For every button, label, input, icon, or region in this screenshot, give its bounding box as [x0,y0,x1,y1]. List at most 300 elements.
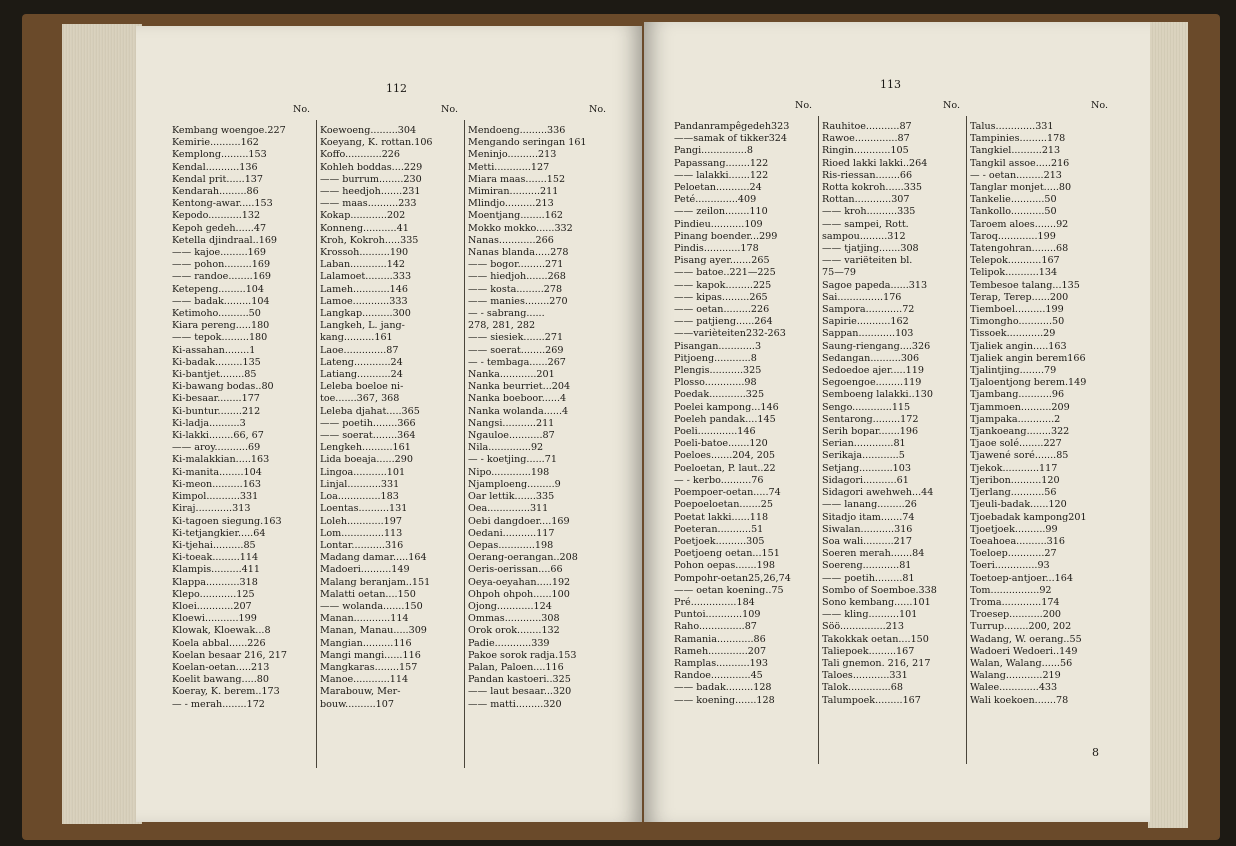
index-entry: Njamploeng.........9 [468,478,561,490]
column-divider [818,116,819,764]
index-entry: Ki-malakkian.....163 [172,454,270,466]
index-entry: Wadang, W. oerang..55 [970,633,1082,645]
index-entry: Sentarong.........172 [822,413,919,425]
index-entry: —— laut besaar...320 [468,686,572,698]
index-entry: Oerang-oerangan..208 [468,552,578,564]
index-entry: —— siesiek.......271 [468,332,564,344]
index-entry: —— badak.........128 [674,682,772,694]
index-entry: bouw..........107 [320,698,394,710]
index-entry: Sidagori...........61 [822,474,909,486]
page-block-left [62,24,142,824]
index-entry: Sagoe papeda......313 [822,279,928,291]
index-entry: Tjeuli-badak......120 [970,499,1067,511]
index-entry: Peloetan...........24 [674,182,762,194]
index-entry: — - koetjing......71 [468,454,557,466]
signature-mark: 8 [1092,746,1099,759]
page-block-right [1148,22,1188,828]
index-entry: Pangi...............8 [674,145,753,157]
index-entry: —— soerat........364 [320,430,416,442]
index-entry: Langkeh, L. jang- [320,320,405,332]
index-entry: kang..........161 [320,332,393,344]
index-entry: Nanka............201 [468,369,555,381]
index-entry: Tjambang...........96 [970,389,1065,401]
index-column [970,100,1108,707]
index-entry: —— wolanda.......150 [320,600,423,612]
column-header: No. [292,104,310,115]
index-entry: Tjawené soré.......85 [970,450,1069,462]
index-entry: —— kling..........101 [822,609,918,621]
index-entry: Rauhitoe...........87 [822,121,912,132]
index-entry: Tom................92 [970,584,1052,596]
index-entry: Nanka wolanda......4 [468,405,569,417]
index-entry: Rotta kokroh......335 [822,182,923,194]
index-entry: Padie............339 [468,637,550,649]
index-entry: Serikaja............5 [822,450,905,462]
index-entry: Koffo............226 [320,149,401,161]
index-entry: Mimiran..........211 [468,186,559,198]
index-entry: 75—79 [822,267,857,279]
index-entry: Sai...............176 [822,291,902,303]
index-entry: Manan............114 [320,613,409,625]
index-entry: Ki-tjehai..........85 [172,539,256,551]
index-entry: Siwalan...........316 [822,523,913,535]
index-entry: Segoengoe.........119 [822,377,922,389]
index-entry: Troma.............174 [970,596,1060,608]
index-entry: Krossoh..........190 [320,247,409,259]
index-entry: Linjal...........331 [320,478,400,490]
index-entry: Poeteran...........51 [674,523,764,535]
index-entry: —— hiedjoh.......268 [468,271,566,283]
column-divider [966,116,967,764]
index-entry: Ris-riessan........66 [822,169,913,181]
index-entry: Kiara pereng.....180 [172,320,270,332]
index-entry: Takokkak oetan....150 [822,633,929,645]
index-entry: ——varièteiten232-263 [674,328,786,340]
index-entry: Sengo.............115 [822,401,911,413]
index-entry: Nipo.............198 [468,466,550,478]
index-entry: Mangi mangi......116 [320,649,421,661]
index-entry: Pitjoeng............8 [674,352,757,364]
index-entry: Poeli.............146 [674,426,756,438]
index-entry: Miara maas.......152 [468,173,566,185]
index-entry: Serian.............81 [822,438,906,450]
index-column [674,100,812,707]
index-entry: Koeyang, K. rottan.106 [320,137,433,149]
index-entry: —— sampei, Rott. [822,218,909,230]
index-entry: Lamoe............333 [320,295,408,307]
index-entry: —— tjatjing.......308 [822,243,919,255]
index-entry: Ki-bantjet........85 [172,369,257,381]
index-entry: sampou.........312 [822,230,906,242]
index-entry: Tjekok............117 [970,462,1058,474]
index-entry: —— burrum........230 [320,173,422,185]
index-entry: Tankelie...........50 [970,194,1057,206]
index-entry: Ki-assahan........1 [172,344,256,356]
index-entry: Ramania............86 [674,633,766,645]
index-entry: Tjaloentjong berem.149 [970,377,1087,389]
index-entry: —— soerat........269 [468,344,564,356]
index-entry: Rottan............307 [822,194,910,206]
index-entry: Poetjoek..........305 [674,535,765,547]
index-entry: —— heedjoh.......231 [320,186,421,198]
index-entry: Talus.............331 [970,121,1054,132]
index-entry: Taroem aloes.......92 [970,218,1069,230]
index-entry: Pakoe sorok radja.153 [468,649,577,661]
index-entry: Semboeng lalakki..130 [822,389,933,401]
index-entry: Wali koekoen.......78 [970,694,1069,706]
index-entry: Kendal prit......137 [172,173,264,185]
index-entry: Walee.............433 [970,682,1058,694]
index-entry: Marabouw, Mer- [320,686,401,698]
index-entry: Kiraj............313 [172,503,251,515]
index-entry: Ki-meon..........163 [172,478,262,490]
index-entry: Tjalintjing........79 [970,365,1057,377]
index-entry: Toetoep-antjoer...164 [970,572,1073,584]
index-entry: Kloei............207 [172,600,252,612]
index-entry: Pisang ayer.......265 [674,255,770,267]
index-entry: Ki-tagoen siegung.163 [172,515,282,527]
index-entry: —— poetih.........81 [822,572,915,584]
column-divider [316,120,317,768]
index-entry: Latiang...........24 [320,369,403,381]
index-entry: Taroq.............199 [970,230,1056,242]
index-entry: Poeleh pandak....145 [674,413,776,425]
index-entry: Lengkeh..........161 [320,442,411,454]
index-entry: Poeloetan, P. laut..22 [674,462,776,474]
index-entry: ——samak of tikker324 [674,133,788,145]
index-column [172,104,310,711]
index-entry: Klampis..........411 [172,564,260,576]
index-entry: Poedak............325 [674,389,765,401]
index-entry: Koelan-oetan.....213 [172,661,270,673]
index-entry: —— tepok.........180 [172,332,268,344]
index-entry: Ki-tetjangkier.....64 [172,527,266,539]
index-entry: Koelit bawang.....80 [172,674,269,686]
index-entry: —— poetih........366 [320,417,416,429]
index-entry: Sapirie...........162 [822,316,909,328]
index-entry: —— patjieng......264 [674,316,773,328]
index-entry: Tankollo...........50 [970,206,1057,218]
index-entry: Lontar...........316 [320,539,404,551]
index-entry: Nangsi...........211 [468,417,555,429]
index-entry: Ki-badak.........135 [172,356,261,368]
index-entry: —— manies........270 [468,295,568,307]
index-entry: Klepo............125 [172,588,255,600]
index-entry: Tatengohran........68 [970,243,1069,255]
index-entry: Manan, Manau.....309 [320,625,427,637]
index-entry: —— lalakki.......122 [674,169,769,181]
index-entry: Lalamoet.........333 [320,271,412,283]
index-entry: —— pohon.........169 [172,259,271,271]
index-entry: Peté..............409 [674,194,757,206]
index-entry: 278, 281, 282 [468,320,536,332]
index-entry: Saung-riengang....326 [822,340,931,352]
index-entry: Talok..............68 [822,682,903,694]
index-entry: Kroh, Kokroh.....335 [320,234,419,246]
index-entry: Pindis............178 [674,243,759,255]
index-entry: Kohleh boddas....229 [320,161,423,173]
index-entry: Sedoedoe ajer.....119 [822,365,924,377]
index-entry: Klappa...........318 [172,576,258,588]
index-entry: Kemplong.........153 [172,149,267,161]
index-entry: —— koening.......128 [674,694,775,706]
index-entry: Kimpol...........331 [172,491,259,503]
index-entry: Lida boeaja......290 [320,454,413,466]
index-entry: Lameh............146 [320,283,408,295]
index-entry: Plengis...........325 [674,365,762,377]
index-entry: Tjeribon..........120 [970,474,1060,486]
index-entry: Ki-besaar........177 [172,393,260,405]
index-entry: —— badak.........104 [172,295,270,307]
index-entry: Koewoeng.........304 [320,125,417,136]
index-entry: Tangkil assoe.....216 [970,157,1070,169]
index-entry: — - merah........172 [172,698,265,710]
index-entry: —— matti.........320 [468,698,562,710]
index-entry: Pohon oepas.......198 [674,560,775,572]
index-entry: —— batoe..221—225 [674,267,776,279]
index-entry: Soeren merah.......84 [822,548,925,560]
index-entry: toe.......367, 368 [320,393,400,405]
index-entry: —— kajoe.........169 [172,247,266,259]
index-entry: Poeloes.......204, 205 [674,450,776,462]
index-entry: Nanka beurriet...204 [468,381,571,393]
index-entry: Moentjang........162 [468,210,564,222]
index-entry: Mendoeng.........336 [468,125,566,136]
right-page [644,22,1150,822]
index-entry: Kembang woengoe.227 [172,125,286,136]
index-entry: Nila..............92 [468,442,544,454]
index-entry: Manoe............114 [320,674,409,686]
index-entry: Leleba djahat.....365 [320,405,420,417]
index-entry: Timongho...........50 [970,316,1065,328]
index-entry: Walan, Walang......56 [970,657,1073,669]
index-entry: Ketella djindraal..169 [172,234,278,246]
index-entry: Ketepeng.........104 [172,283,265,295]
index-entry: Laoe..............87 [320,344,399,356]
column-header: No. [794,100,812,111]
index-entry: Raho...............87 [674,621,757,633]
index-entry: Toeahoea..........316 [970,535,1065,547]
column-header: No. [588,104,606,115]
index-entry: Nanas blanda.....278 [468,247,569,259]
index-entry: Konneng...........41 [320,222,409,234]
index-entry: Tali gnemon. 216, 217 [822,657,931,669]
index-column [320,104,458,711]
index-entry: Söö...............213 [822,621,905,633]
index-entry: Kokap............202 [320,210,406,222]
index-entry: Kepoh gedeh......47 [172,222,267,234]
index-entry: Sampora............72 [822,304,915,316]
column-header: No. [942,100,960,111]
index-entry: Rioed lakki lakki..264 [822,157,928,169]
index-entry: Poelei kampong...146 [674,401,779,413]
index-entry: Leleba boeloe ni- [320,381,404,393]
index-entry: Soereng............81 [822,560,912,572]
index-entry: —— bogor.........271 [468,259,564,271]
index-entry: — - kerbo..........76 [674,474,764,486]
index-entry: Talumpoek.........167 [822,694,921,706]
index-entry: Mengando seringan 161 [468,137,587,149]
index-entry: Mangian..........116 [320,637,412,649]
index-entry: Poeli-batoe.......120 [674,438,768,450]
index-entry: Terap, Terep......200 [970,291,1069,303]
index-entry: Pompohr-oetan25,26,74 [674,572,791,584]
index-entry: Kentong-awar.....153 [172,198,273,210]
index-entry: Tanglar monjet.....80 [970,182,1072,194]
index-entry: Plosso.............98 [674,377,757,389]
index-entry: —— kroh..........335 [822,206,916,218]
index-entry: Sombo of Soemboe.338 [822,584,937,596]
index-entry: Soa wali..........217 [822,535,912,547]
index-entry: Telepok...........167 [970,255,1060,267]
index-entry: Kendal...........136 [172,161,258,173]
index-entry: Tjammoen..........209 [970,401,1070,413]
index-entry: —— oetan koening..75 [674,584,784,596]
index-entry: —— variëteiten bl. [822,255,913,267]
index-entry: Klowak, Kloewak...8 [172,625,271,637]
index-entry: —— kipas.........265 [674,291,768,303]
index-entry: Toeloep............27 [970,548,1057,560]
index-entry: Oeya-oeyahan.....192 [468,576,571,588]
index-entry: Nanas............266 [468,234,554,246]
index-entry: Kemirie..........162 [172,137,259,149]
index-entry: Tiemboel..........199 [970,304,1064,316]
index-entry: Orok orok........132 [468,625,560,637]
index-entry: Toeri..............93 [970,560,1050,572]
index-entry: Oepas............198 [468,539,554,551]
index-entry: Tjaliek angin berem166 [970,352,1086,364]
index-entry: Taliepoek.........167 [822,645,915,657]
index-entry: Meninjo..........213 [468,149,557,161]
index-entry: Koeray, K. berem..173 [172,686,280,698]
index-entry: Taloes............331 [822,670,908,682]
index-entry: —— oetan.........226 [674,304,770,316]
index-entry: Rameh.............207 [674,645,767,657]
index-entry: Pré...............184 [674,596,755,608]
index-entry: Mangkaras........157 [320,661,418,673]
index-entry: Langkap..........300 [320,308,411,320]
index-entry: Oebi dangdoer....169 [468,515,570,527]
index-entry: — - sabrang...... [468,308,545,320]
index-entry: Tjoetjoek..........99 [970,523,1058,535]
index-entry: Telipok...........134 [970,267,1058,279]
index-entry: —— zeilon........110 [674,206,768,218]
index-entry: Tjampaka............2 [970,413,1061,425]
index-entry: Pandanrampêgedeh323 [674,121,790,132]
index-entry: Kloewi...........199 [172,613,257,625]
index-entry: —— randoe........169 [172,271,272,283]
index-entry: Loa..............183 [320,491,399,503]
index-entry: Poetjoeng oetan...151 [674,548,780,560]
index-entry: Malatti oetan....150 [320,588,416,600]
page-number: 113 [880,78,901,91]
page-number: 112 [386,82,407,95]
index-entry: Sedangan..........306 [822,352,920,364]
index-entry: Ommas............308 [468,613,560,625]
index-entry: Koela abbal......226 [172,637,266,649]
index-entry: Oar lettik.......335 [468,491,555,503]
index-entry: Ki-bawang bodas..80 [172,381,274,393]
index-entry: Loentas..........131 [320,503,408,515]
index-entry: Ki-toeak.........114 [172,552,259,564]
index-entry: —— maas..........233 [320,198,417,210]
index-entry: Oeris-oerissan....66 [468,564,563,576]
index-entry: Poempoer-oetan.....74 [674,487,781,499]
index-entry: Lateng............24 [320,356,403,368]
index-entry: —— kosta.........278 [468,283,563,295]
index-entry: Tangkiel..........213 [970,145,1061,157]
index-entry: Ki-ladja..........3 [172,417,246,429]
index-entry: Tjankoeang........322 [970,426,1070,438]
index-entry: Laban............142 [320,259,406,271]
index-entry: Tjerlang...........56 [970,487,1057,499]
index-entry: Tjaliek angin.....163 [970,340,1067,352]
index-entry: Ramplas...........193 [674,657,768,669]
index-entry: Metti............127 [468,161,550,173]
index-entry: Randoe.............45 [674,670,763,682]
index-entry: Pinang boender...299 [674,230,778,242]
index-column [822,100,960,707]
index-entry: Mokko mokko......332 [468,222,573,234]
index-entry: Madoeri..........149 [320,564,410,576]
index-entry: Ngauloe...........87 [468,430,555,442]
index-entry: Papassang........122 [674,157,769,169]
index-entry: Sono kembang......101 [822,596,931,608]
index-entry: Tampinies.........178 [970,133,1066,145]
index-entry: Koelan besaar 216, 217 [172,649,287,661]
index-entry: — - oetan.........213 [970,169,1062,181]
index-entry: Troesep...........200 [970,609,1062,621]
index-entry: Tjaoe solé........227 [970,438,1062,450]
index-entry: Mlindjo..........213 [468,198,554,210]
index-entry: Ringin............105 [822,145,909,157]
index-entry: Walang............219 [970,670,1061,682]
index-entry: Serih bopar.......196 [822,426,919,438]
index-entry: Oedani...........117 [468,527,555,539]
index-entry: Sappan............103 [822,328,914,340]
index-entry: Kepodo...........132 [172,210,261,222]
index-entry: Rawoe..............87 [822,133,910,145]
index-entry: Kendarah.........86 [172,186,259,198]
index-entry: Puntoi............109 [674,609,761,621]
index-entry: Ohpoh ohpoh......100 [468,588,570,600]
index-entry: Poetat lakki......118 [674,511,769,523]
index-entry: —— kapok.........225 [674,279,772,291]
index-entry: Malang beranjam..151 [320,576,431,588]
index-entry: Pandan kastoeri..325 [468,674,571,686]
index-entry: Wadoeri Wedoeri..149 [970,645,1078,657]
index-entry: — - tembaga......267 [468,356,566,368]
index-entry: Ki-lakki........66, 67 [172,430,264,442]
index-column [468,104,606,711]
index-entry: Setjang...........103 [822,462,911,474]
index-entry: Loleh............197 [320,515,402,527]
left-page [136,26,642,822]
index-entry: Oea..............311 [468,503,549,515]
index-entry: Tissoek............29 [970,328,1056,340]
column-divider [464,120,465,768]
index-entry: Ojong............124 [468,600,552,612]
index-entry: Lingoa...........101 [320,466,406,478]
index-entry: Pisangan............3 [674,340,762,352]
index-entry: Ki-buntur........212 [172,405,261,417]
index-entry: Poepoeloetan.......25 [674,499,773,511]
index-entry: Lom..............113 [320,527,403,539]
index-entry: —— aroy...........69 [172,442,261,454]
index-entry: Turrup........200, 202 [970,621,1072,633]
column-header: No. [440,104,458,115]
index-entry: Tjoebadak kampong201 [970,511,1087,523]
